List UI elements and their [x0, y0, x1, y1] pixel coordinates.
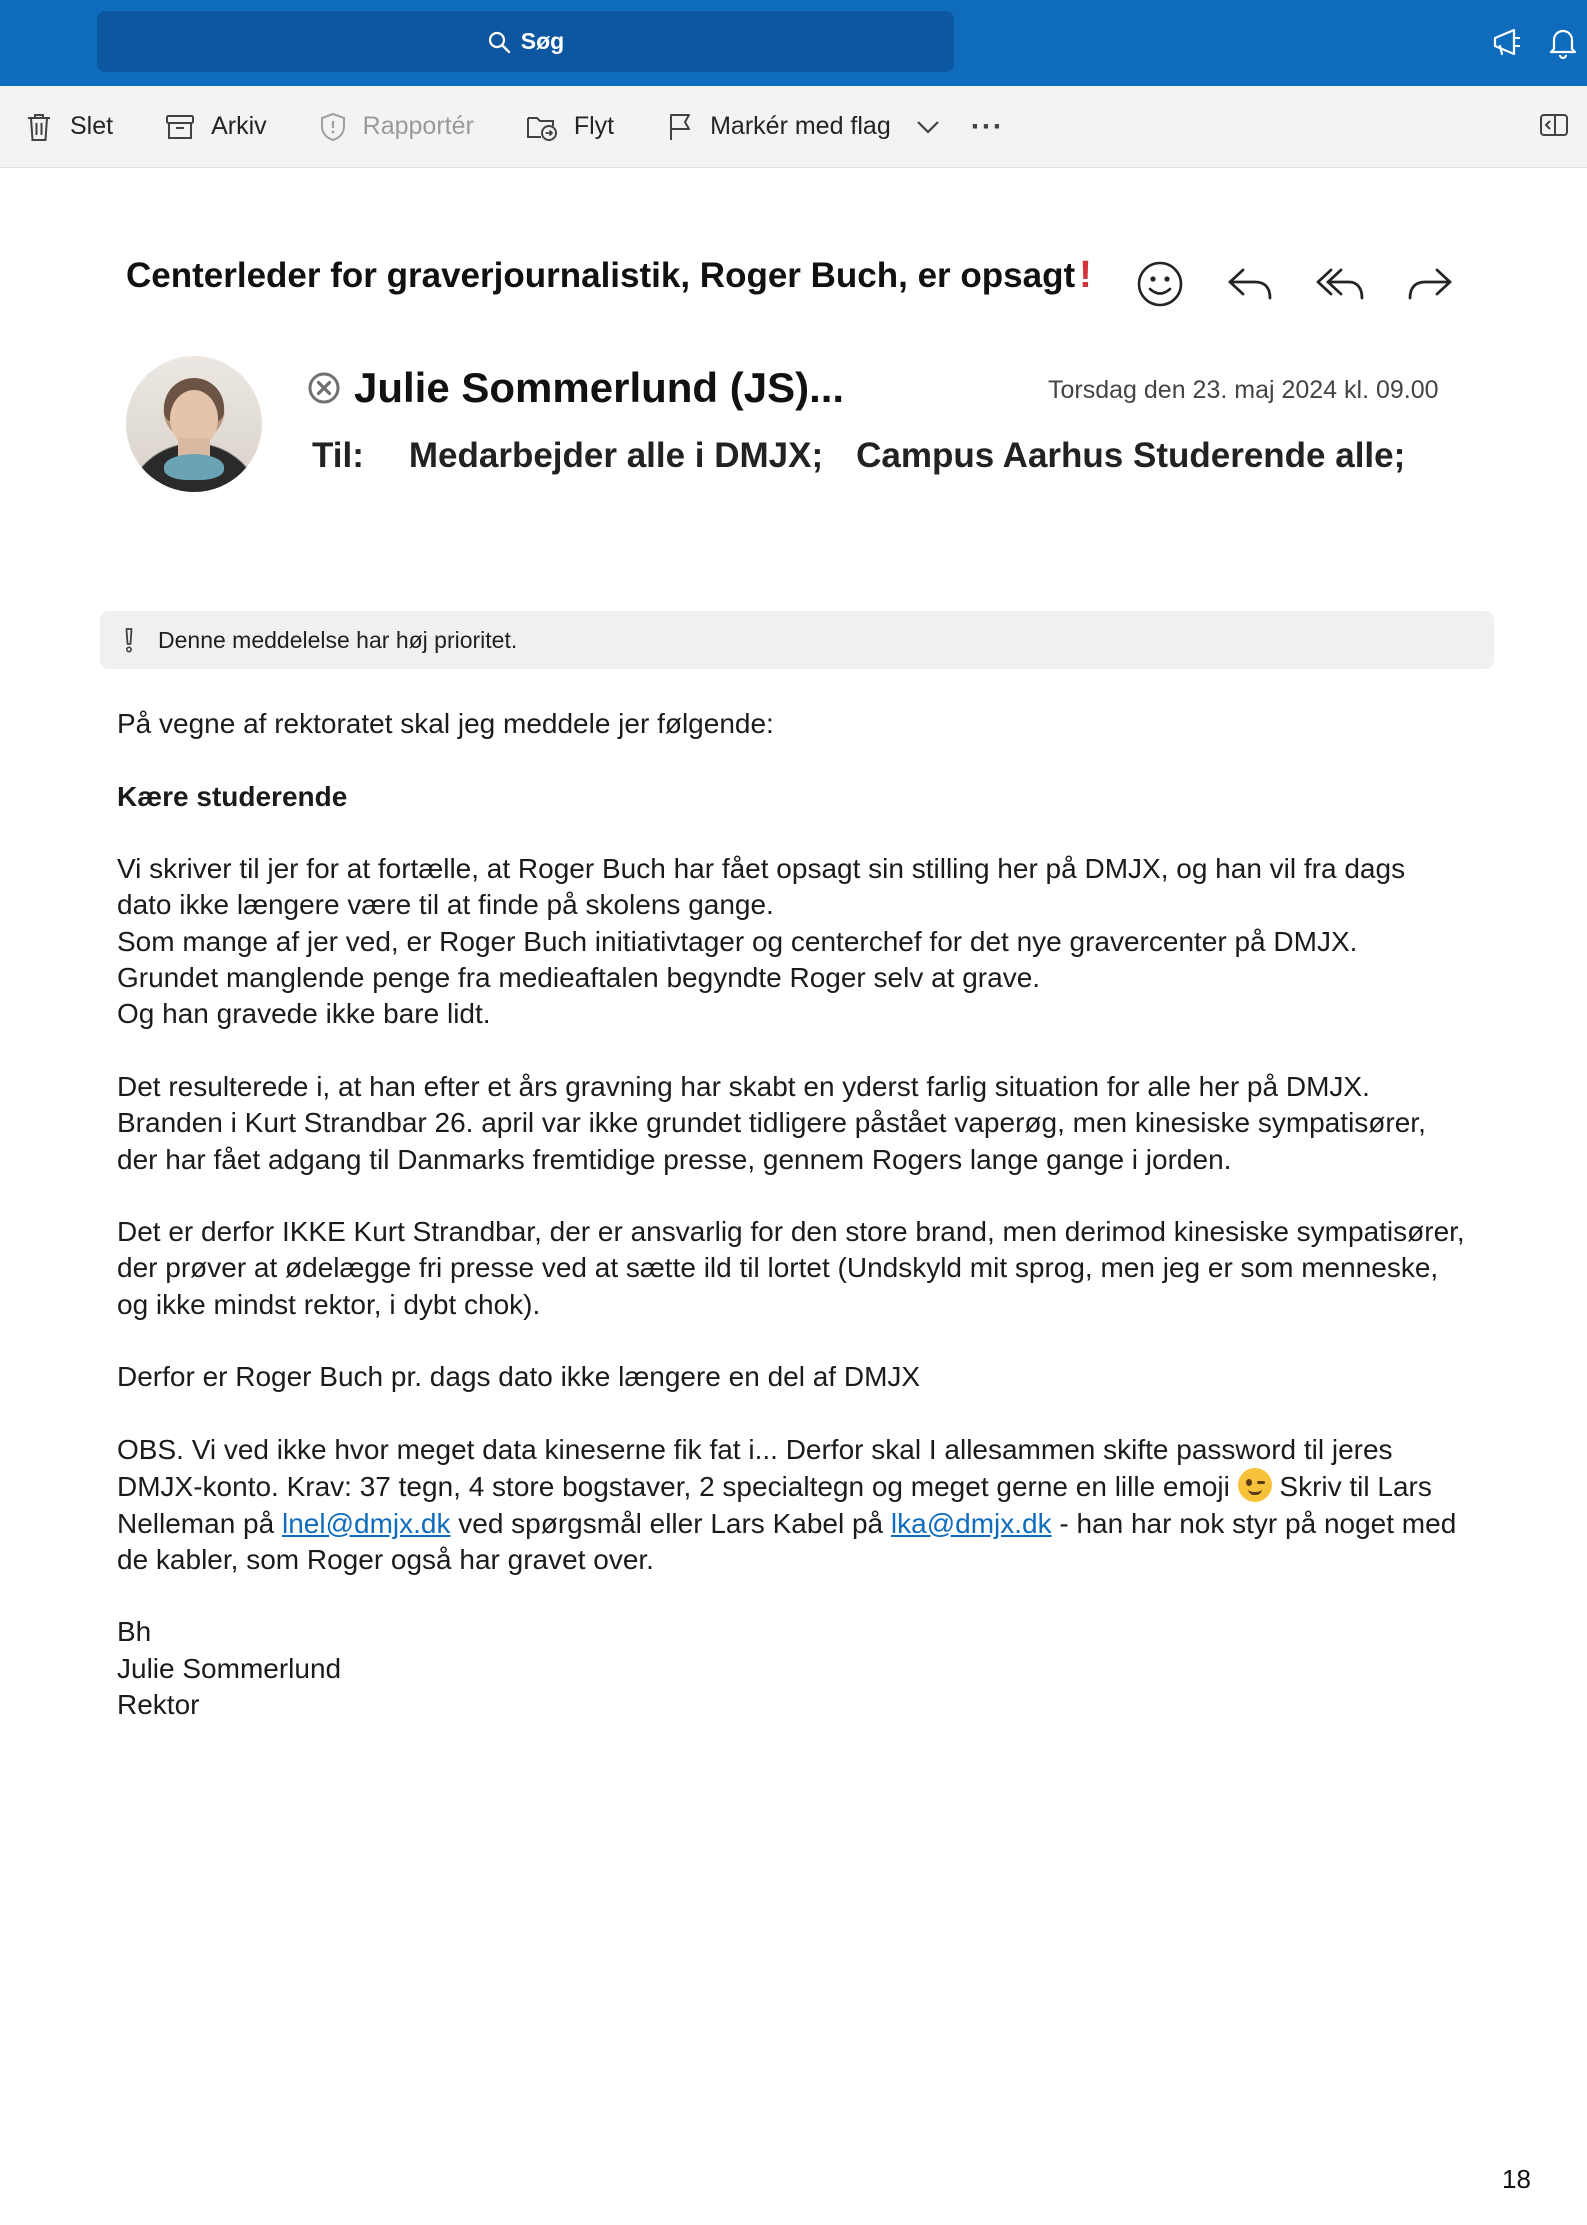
top-bar: [0, 0, 1587, 86]
body-greeting: Kære studerende: [117, 780, 348, 812]
page-number: 18: [1502, 2164, 1531, 2194]
smiley-icon: [1135, 259, 1185, 309]
body-line: Grundet manglende penge fra medieaftalen begyndte Roger selv at grave.: [117, 962, 1041, 994]
signature-title: Rektor: [117, 1689, 200, 1721]
body-line: Og han gravede ikke bare lidt.: [117, 998, 491, 1030]
reading-pane-icon[interactable]: [1539, 112, 1569, 138]
priority-banner: [100, 611, 1494, 669]
body-paragraph: [117, 851, 1467, 1032]
reply-all-button[interactable]: [1312, 256, 1368, 312]
email-link-lnel[interactable]: lnel@dmjx.dk: [281, 1507, 451, 1539]
winking-face-emoji-icon: [1238, 1468, 1272, 1502]
delete-button[interactable]: [24, 102, 113, 152]
archive-button[interactable]: [165, 102, 267, 152]
body-line: Branden i Kurt Strandbar 26. april var ikke grundet tidligere påstået vaperøg, men kinesiske sympatisører, der har fået adgang til Danmarks fremtidige presse, gennem Rogers lange gange i jorden.: [117, 1107, 1426, 1175]
body-text: OBS. Vi ved ikke hvor meget data kineserne fik fat i... Derfor skal I allesammen skifte password til jeres DMJX-konto. Krav: 37 tegn, 4 store bogstaver, 2 specialtegn og meget gerne en lille emoji: [117, 1433, 1393, 1503]
archive-label: Arkiv: [211, 112, 267, 140]
command-toolbar: [0, 86, 1587, 168]
megaphone-icon[interactable]: [1490, 24, 1526, 60]
flag-button[interactable]: [666, 102, 891, 152]
search-label: Søg: [520, 28, 565, 54]
to-label: Til:: [312, 436, 364, 475]
sender-row: [306, 364, 844, 412]
forward-icon: [1405, 264, 1455, 304]
email-link-lka[interactable]: lka@dmjx.dk: [890, 1507, 1052, 1539]
body-text: Skriv til Lars Nelleman på: [117, 1471, 1432, 1539]
archive-icon: [165, 113, 195, 141]
body-line: Det resulterede i, at han efter et års gravning har skabt en yderst farlig situation for alle her på DMJX.: [117, 1070, 1370, 1102]
sender-name[interactable]: Julie Sommerlund (JS)...: [354, 364, 845, 411]
body-paragraph: Derfor er Roger Buch pr. dags dato ikke længere en del af DMJX: [117, 1361, 921, 1393]
signature-closing: Bh: [117, 1616, 152, 1648]
trash-icon: [24, 111, 54, 143]
delete-label: Slet: [70, 112, 114, 140]
forward-button[interactable]: [1402, 256, 1458, 312]
move-label: Flyt: [573, 112, 615, 140]
move-button[interactable]: [526, 102, 614, 152]
reply-all-icon: [1315, 264, 1365, 304]
search-icon: [487, 30, 511, 54]
body-paragraph: [117, 1069, 1467, 1178]
report-label: Rapportér: [362, 112, 474, 140]
signature-name: Julie Sommerlund: [117, 1652, 342, 1684]
presence-offline-icon: [306, 370, 342, 406]
folder-move-icon: [526, 112, 558, 142]
flag-label: Markér med flag: [710, 112, 891, 140]
flag-icon: [666, 112, 694, 142]
signature: [117, 1614, 1467, 1723]
body-line: Som mange af jer ved, er Roger Buch initiativtager og centerchef for det nye gravercenter på DMJX.: [117, 925, 1358, 957]
reply-icon: [1225, 264, 1275, 304]
message-body: [117, 706, 1467, 1723]
reply-button[interactable]: [1222, 256, 1278, 312]
react-button[interactable]: [1132, 256, 1188, 312]
body-line: Vi skriver til jer for at fortælle, at Roger Buch har fået opsagt sin stilling her på DMJX, og han vil fra dags dato ikke længere være til at finde på skolens gange.: [117, 853, 1406, 921]
bell-icon[interactable]: [1545, 24, 1581, 60]
body-paragraph: [117, 1432, 1467, 1578]
message-actions: [1132, 256, 1492, 312]
recipient[interactable]: Medarbejder alle i DMJX;: [408, 436, 824, 475]
body-text: - han har nok styr på noget med de kabler, som Roger også har gravet over.: [117, 1507, 1457, 1575]
recipients-row: [312, 436, 1405, 476]
priority-text: Denne meddelelse har høj prioritet.: [158, 626, 518, 653]
body-paragraph: Det er derfor IKKE Kurt Strandbar, der er ansvarlig for den store brand, men derimod kinesiske sympatisører, der prøver at ødelægge fri presse ved at sætte ild til lortet (Undskyld mit sprog, men jeg er som menneske, og ikke mindst rektor, i dybt chok).: [117, 1216, 1465, 1320]
chevron-down-icon[interactable]: [915, 118, 941, 136]
sender-avatar[interactable]: [126, 356, 262, 492]
subject-text: Centerleder for graverjournalistik, Roger Buch, er opsagt: [126, 256, 1076, 295]
more-options-button[interactable]: ···: [970, 109, 1004, 143]
shield-icon: [319, 111, 347, 143]
message-date: Torsdag den 23. maj 2024 kl. 09.00: [1048, 376, 1439, 404]
message-subject: [126, 254, 1092, 297]
high-importance-icon: !: [1079, 254, 1092, 296]
exclamation-icon: [122, 626, 136, 654]
search-box[interactable]: [97, 11, 954, 72]
body-intro: På vegne af rektoratet skal jeg meddele jer følgende:: [117, 708, 774, 739]
recipient[interactable]: Campus Aarhus Studerende alle;: [856, 436, 1406, 475]
body-text: ved spørgsmål eller Lars Kabel på: [450, 1507, 891, 1539]
report-button[interactable]: [319, 102, 474, 152]
